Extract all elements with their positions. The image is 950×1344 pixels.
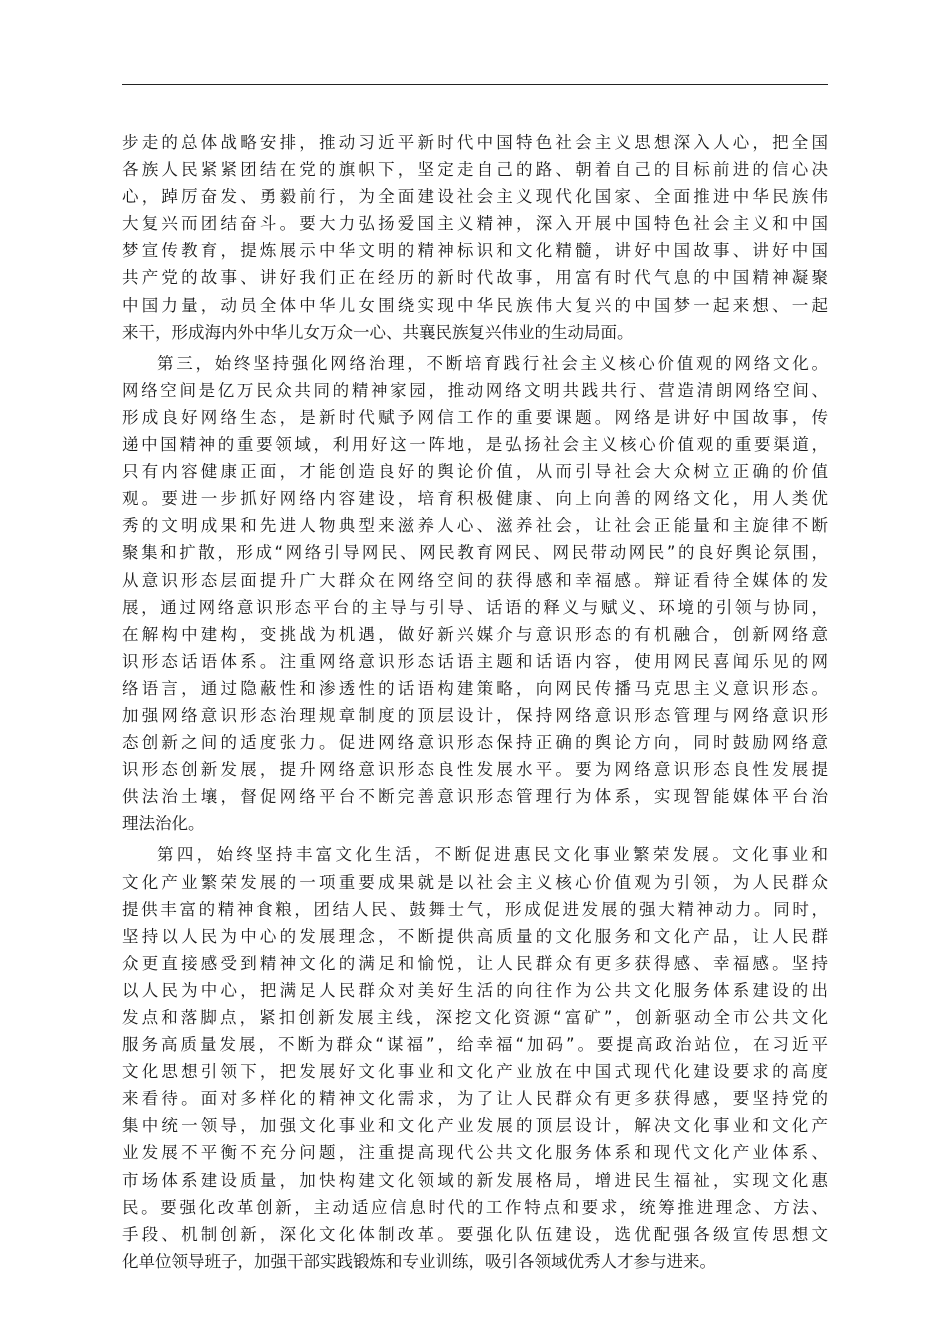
text-line: 坚持以人民为中心的发展理念，不断提供高质量的文化服务和文化产品，让人民群 <box>122 926 828 946</box>
text-line: 供法治土壤，督促网络平台不断完善意识形态管理行为体系，实现智能媒体平台治 <box>122 787 828 807</box>
text-line: 手段、机制创新，深化文化体制改革。要强化队伍建设，选优配强各级宣传思想文 <box>122 1224 828 1244</box>
text-line: 化单位领导班子，加强干部实践锻炼和专业训练，吸引各领域优秀人才参与进来。 <box>122 1251 716 1271</box>
text-line: 络语言，通过隐蔽性和渗透性的话语构建策略，向网民传播马克思主义意识形态。 <box>122 678 828 698</box>
text-line: 梦宣传教育，提炼展示中华文明的精神标识和文化精髓，讲好中国故事、讲好中国 <box>122 241 828 261</box>
text-line: 提供丰富的精神食粮，团结人民、鼓舞士气，形成促进发展的强大精神动力。同时， <box>122 899 828 919</box>
paragraph <box>122 129 828 346</box>
text-line: 秀的文明成果和先进人物典型来滋养人心、滋养社会，让社会正能量和主旋律不断 <box>122 516 828 536</box>
text-line: 第三，始终坚持强化网络治理，不断培育践行社会主义核心价值观的网络文化。 <box>157 353 828 373</box>
text-line: 心，踔厉奋发、勇毅前行，为全面建设社会主义现代化国家、全面推进中华民族伟 <box>122 187 828 207</box>
paragraph <box>122 350 828 838</box>
text-line: 网络空间是亿万民众共同的精神家园，推动网络文明共践共行、营造清朗网络空间、 <box>122 380 828 400</box>
text-line: 发点和落脚点，紧扣创新发展主线，深挖文化资源“富矿”，创新驱动全市公共文化 <box>122 1008 828 1027</box>
text-line: 展，通过网络意识形态平台的主导与引导、话语的释义与赋义、环境的引领与协同， <box>122 597 828 617</box>
text-line: 市场体系建设质量，加快构建文化领域的新发展格局，增进民生福祉，实现文化惠 <box>122 1170 828 1190</box>
text-line: 第四，始终坚持丰富文化生活，不断促进惠民文化事业繁荣发展。文化事业和 <box>157 845 828 865</box>
text-line: 大复兴而团结奋斗。要大力弘扬爱国主义精神，深入开展中国特色社会主义和中国 <box>122 214 828 234</box>
document-body <box>122 129 828 1275</box>
text-line: 态创新之间的适度张力。促进网络意识形态保持正确的舆论方向，同时鼓励网络意 <box>122 733 828 753</box>
text-line: 民。要强化改革创新，主动适应信息时代的工作特点和要求，统筹推进理念、方法、 <box>122 1197 828 1217</box>
text-line: 识形态话语体系。注重网络意识形态话语主题和话语内容，使用网民喜闻乐见的网 <box>122 651 828 671</box>
paragraph <box>122 841 828 1275</box>
text-line: 在解构中建构，变挑战为机遇，做好新兴媒介与意识形态的有机融合，创新网络意 <box>122 624 828 644</box>
text-line: 以人民为中心，把满足人民群众对美好生活的向往作为公共文化服务体系建设的出 <box>122 980 828 1000</box>
text-line: 共产党的故事、讲好我们正在经历的新时代故事，用富有时代气息的中国精神凝聚 <box>122 268 828 288</box>
text-line: 形成良好网络生态，是新时代赋予网信工作的重要课题。网络是讲好中国故事，传 <box>122 407 828 427</box>
text-line: 集中统一领导，加强文化事业和文化产业发展的顶层设计，解决文化事业和文化产 <box>122 1116 828 1136</box>
text-line: 文化思想引领下，把发展好文化事业和文化产业放在中国式现代化建设要求的高度 <box>122 1062 828 1082</box>
text-line: 只有内容健康正面，才能创造良好的舆论价值，从而引导社会大众树立正确的价值 <box>122 462 828 482</box>
text-line: 来干，形成海内外中华儿女万众一心、共襄民族复兴伟业的生动局面。 <box>122 322 634 342</box>
text-line: 众更直接感受到精神文化的满足和愉悦，让人民群众有更多获得感、幸福感。坚持 <box>122 953 828 973</box>
text-line: 服务高质量发展，不断为群众“谋福”，给幸福“加码”。要提高政治站位，在习近平 <box>122 1035 828 1055</box>
text-line: 识形态创新发展，提升网络意识形态良性发展水平。要为网络意识形态良性发展提 <box>122 760 828 780</box>
text-line: 从意识形态层面提升广大群众在网络空间的获得感和幸福感。辩证看待全媒体的发 <box>122 570 828 590</box>
header-rule <box>122 84 828 85</box>
text-line: 步走的总体战略安排，推动习近平新时代中国特色社会主义思想深入人心，把全国 <box>122 133 828 152</box>
text-line: 递中国精神的重要领域，利用好这一阵地，是弘扬社会主义核心价值观的重要渠道， <box>122 435 828 455</box>
text-line: 中国力量，动员全体中华儿女围绕实现中华民族伟大复兴的中国梦一起来想、一起 <box>122 295 828 315</box>
text-line: 观。要进一步抓好网络内容建设，培育积极健康、向上向善的网络文化，用人类优 <box>122 489 828 509</box>
text-line: 各族人民紧紧团结在党的旗帜下，坚定走自己的路、朝着自己的目标前进的信心决 <box>122 160 828 180</box>
text-line: 聚集和扩散，形成“网络引导网民、网民教育网民、网民带动网民”的良好舆论氛围， <box>122 543 828 563</box>
text-line: 来看待。面对多样化的精神文化需求，为了让人民群众有更多获得感，要坚持党的 <box>122 1089 828 1109</box>
text-line: 加强网络意识形态治理规章制度的顶层设计，保持网络意识形态管理与网络意识形 <box>122 705 828 725</box>
text-line: 文化产业繁荣发展的一项重要成果就是以社会主义核心价值观为引领，为人民群众 <box>122 872 828 892</box>
text-line: 理法治化。 <box>122 814 205 834</box>
text-line: 业发展不平衡不充分问题，注重提高现代公共文化服务体系和现代文化产业体系、 <box>122 1143 828 1163</box>
